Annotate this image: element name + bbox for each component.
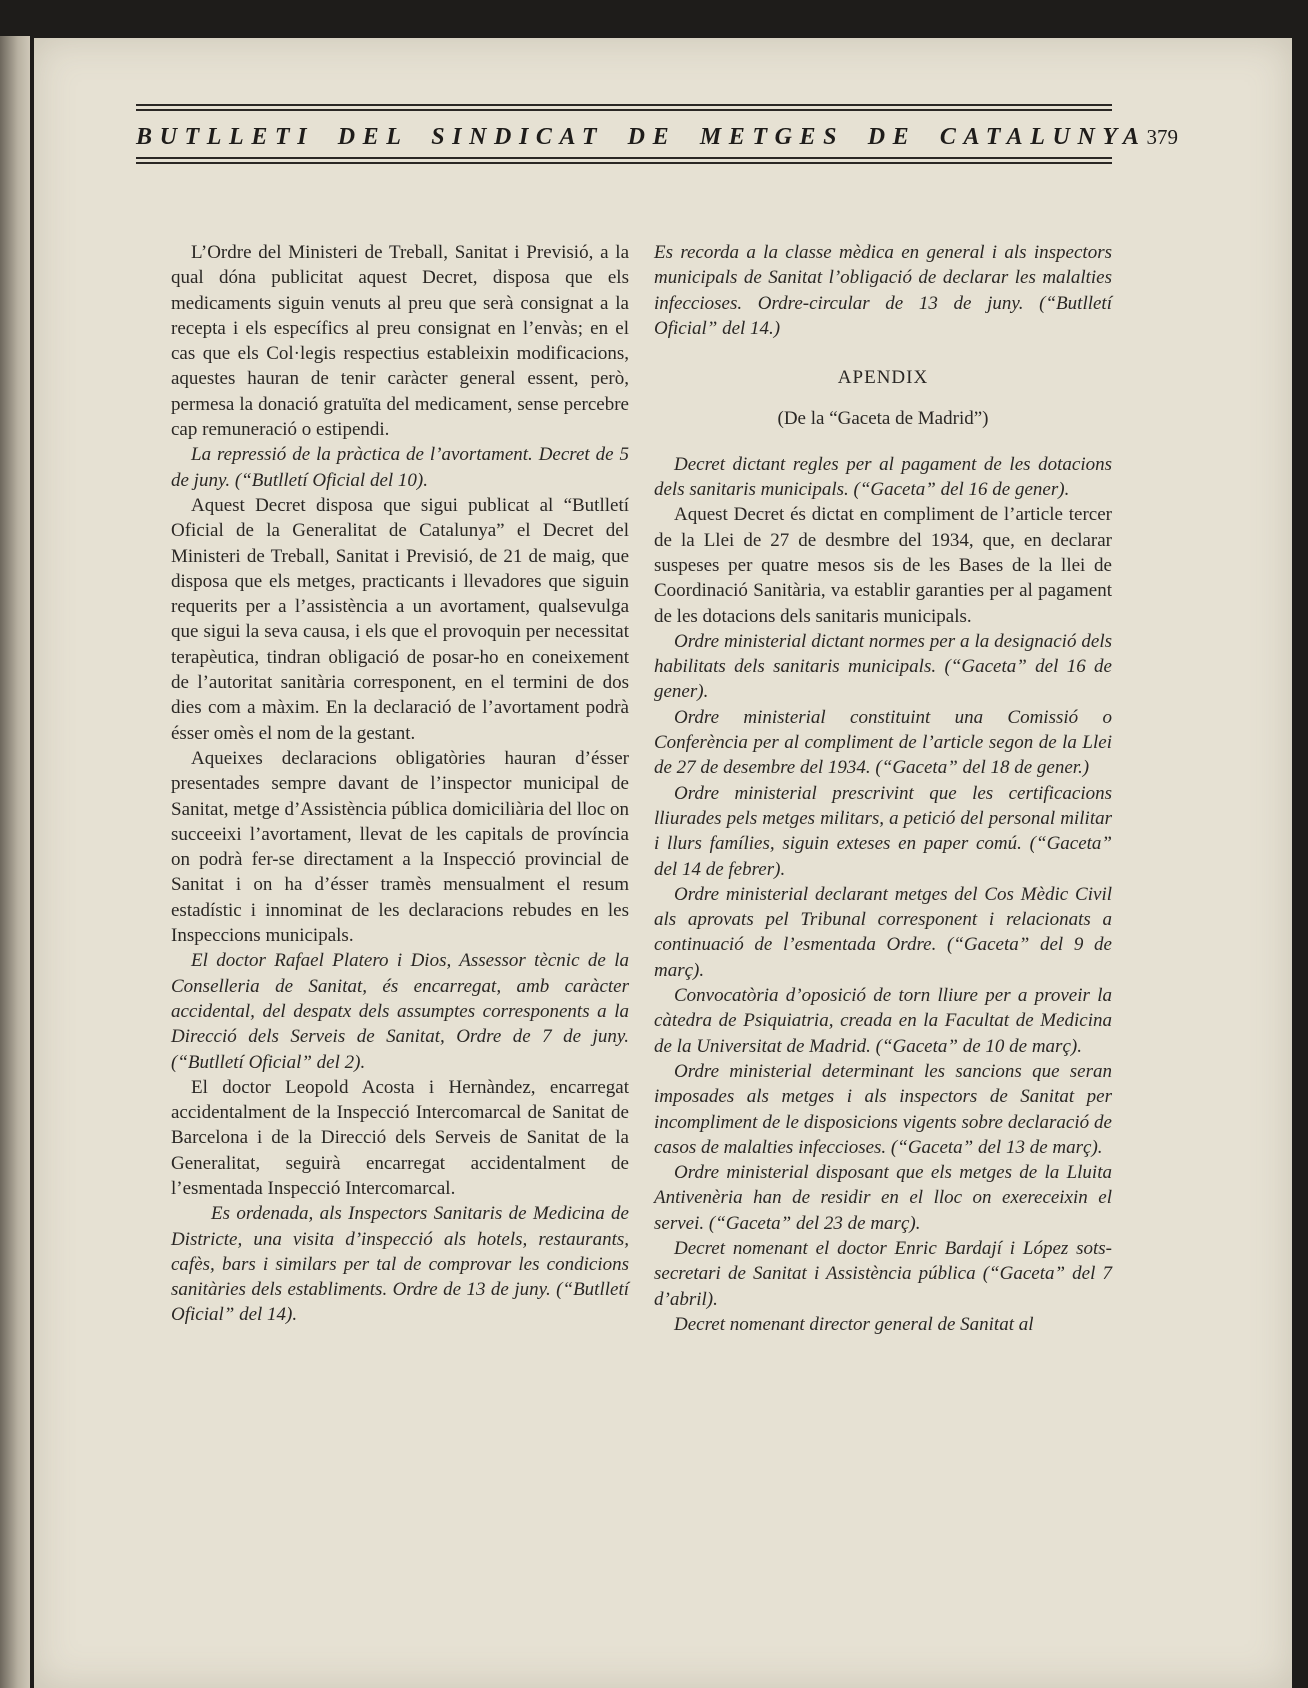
paragraph: Ordre ministerial disposant que els metges de la Lluita Antivenèria han de residir en el lloc on exereceixin el servei. (“Gaceta” del 23 de març). [654,1162,1112,1234]
header-rule-top-2 [136,109,1112,111]
paragraph: Ordre ministerial determinant les sancions que seran imposades als metges i als inspectors de Sanitat per incompliment de le disposicions vigents sobre declaració de casos de malalties infeccioses. (“Gaceta” del 13 de març). [654,1060,1112,1158]
paragraph: Convocatòria d’oposició de torn lliure per a proveir la càtedra de Psiquiatria, creada en la Facultat de Medicina de la Universitat de Madrid. (“Gaceta” de 10 de març). [654,985,1112,1057]
paragraph: Ordre ministerial dictant normes per a la designació dels habilitats dels sanitaris municipals. (“Gaceta” del 16 de gener). [654,630,1112,703]
book-binding-edge [0,36,30,1688]
header-rule-top [136,104,1112,106]
paragraph: El doctor Rafael Platero i Dios, Assessor tècnic de la Conselleria de Sanitat, és encarregat, amb caràcter accidental, del despatx dels assumptes corresponents a la Direcció dels Serveis de Sanitat, Ordre de 7 de juny. (“Butlletí Oficial” del 2). [171,950,629,1073]
paragraph: Aquest Decret és dictat en compliment de l’article tercer de la Llei de 27 de desmbre del 1934, que, en declarar suspeses per quatre mesos sis de les Bases de la llei de Coordinació Sanitària, va establir garanties per al pagament de les dotacions dels sanitaris municipals. [654,504,1112,627]
paragraph: L’Ordre del Ministeri de Treball, Sanitat i Previsió, a la qual dóna publicitat aquest Decret, disposa que els medicaments siguin venuts al preu que serà consignat a la recepta i els específics al preu consignat en l’envàs; en el cas que els Col·legis respectius estableixin modificacions, aquestes hauran de tenir caràcter general essent, però, permesa la donació gratuïta del medicament, sense percebre cap remuneració o estipendi. [171,242,629,441]
paragraph: Ordre ministerial constituint una Comissió o Conferència per al compliment de l’article segon de la Llei de 27 de desembre del 1934. (“Gaceta” del 18 de gener.) [654,706,1112,779]
paragraph: Ordre ministerial declarant metges del Cos Mèdic Civil als aprovats pel Tribunal corresponent i relacionats a continuació de l’esmentada Ordre. (“Gaceta” del 9 de març). [654,883,1112,981]
appendix-heading: APENDIX [837,367,929,389]
page-number: 379 [1146,125,1179,149]
paragraph: Ordre ministerial prescrivint que les certificacions lliurades pels metges militars, a petició del personal militar i llurs famílies, siguin exteses en paper comú. (“Gaceta” del 14 de febrer). [654,782,1112,880]
header-row [136,114,1179,157]
header-rule-bottom [136,157,1112,159]
header-rule-bottom-2 [136,162,1112,164]
left-column [171,240,629,1328]
running-header [136,104,1179,164]
paragraph: Es recorda a la classe mèdica en general i als inspectors municipals de Sanitat l’obligació de declarar les malalties infeccioses. Ordre-circular de 13 de juny. (“Butlletí Oficial” del 14.) [654,242,1112,339]
paragraph: Decret nomenant el doctor Enric Bardají i López sots-secretari de Sanitat i Assistència pública (“Gaceta” del 7 d’abril). [654,1237,1112,1310]
paragraph: La repressió de la pràctica de l’avortament. Decret de 5 de juny. (“Butlletí Oficial del 10). [171,444,629,491]
paragraph: Aqueixes declaracions obligatòries hauran d’ésser presentades sempre davant de l’inspector municipal de Sanitat, metge d’Assistència pública domiciliària del lloc on succeeixi l’avortament, llevat de les capitals de província on podrà fer-se directament a la Inspecció provincial de Sanitat i on ha d’ésser tramès mensualment el resum estadístic i innominat de les declaracions rebudes en les Inspeccions municipals. [171,747,629,947]
right-column [654,240,1112,1337]
journal-title: BUTLLETI DEL SINDICAT DE METGES DE CATALUNYA [136,124,1147,150]
paragraph: Decret nomenant director general de Sanitat al [674,1313,1034,1335]
appendix-subtitle: (De la “Gaceta de Madrid”) [777,408,989,430]
paragraph: El doctor Leopold Acosta i Hernàndez, encarregat accidentalment de la Inspecció Intercomarcal de Sanitat de Barcelona i de la Direcció dels Serveis de Sanitat de la Generalitat, seguirà encarregat accidentalment de l’esmentada Inspecció Intercomarcal. [171,1076,629,1199]
paragraph: Aquest Decret disposa que sigui publicat al “Butlletí Oficial de la Generalitat de Catalunya” el Decret del Ministeri de Treball, Sanitat i Previsió, de 21 de maig, que disposa que els metges, practicants i llevadores que siguin requerits per a l’assistència a un avortament, qualsevulga que sigui la seva causa, i els que el provoquin per necessitat terapèutica, tindran obligació de posar-ho en coneixement de l’autoritat sanitària corresponent, en el termini de dos dies com a màxim. En la declaració de l’avortament podrà ésser omès el nom de la gestant. [171,494,629,744]
paragraph: Es ordenada, als Inspectors Sanitaris de Medicina de Districte, una visita d’inspecció als hotels, restaurants, cafès, bars i similars per tal de comprovar les condicions sanitàries dels establiments. Ordre de 13 de juny. (“Butlletí Oficial” del 14). [171,1203,629,1326]
paragraph: Decret dictant regles per al pagament de les dotacions dels sanitaris municipals. (“Gaceta” del 16 de gener). [654,453,1112,501]
